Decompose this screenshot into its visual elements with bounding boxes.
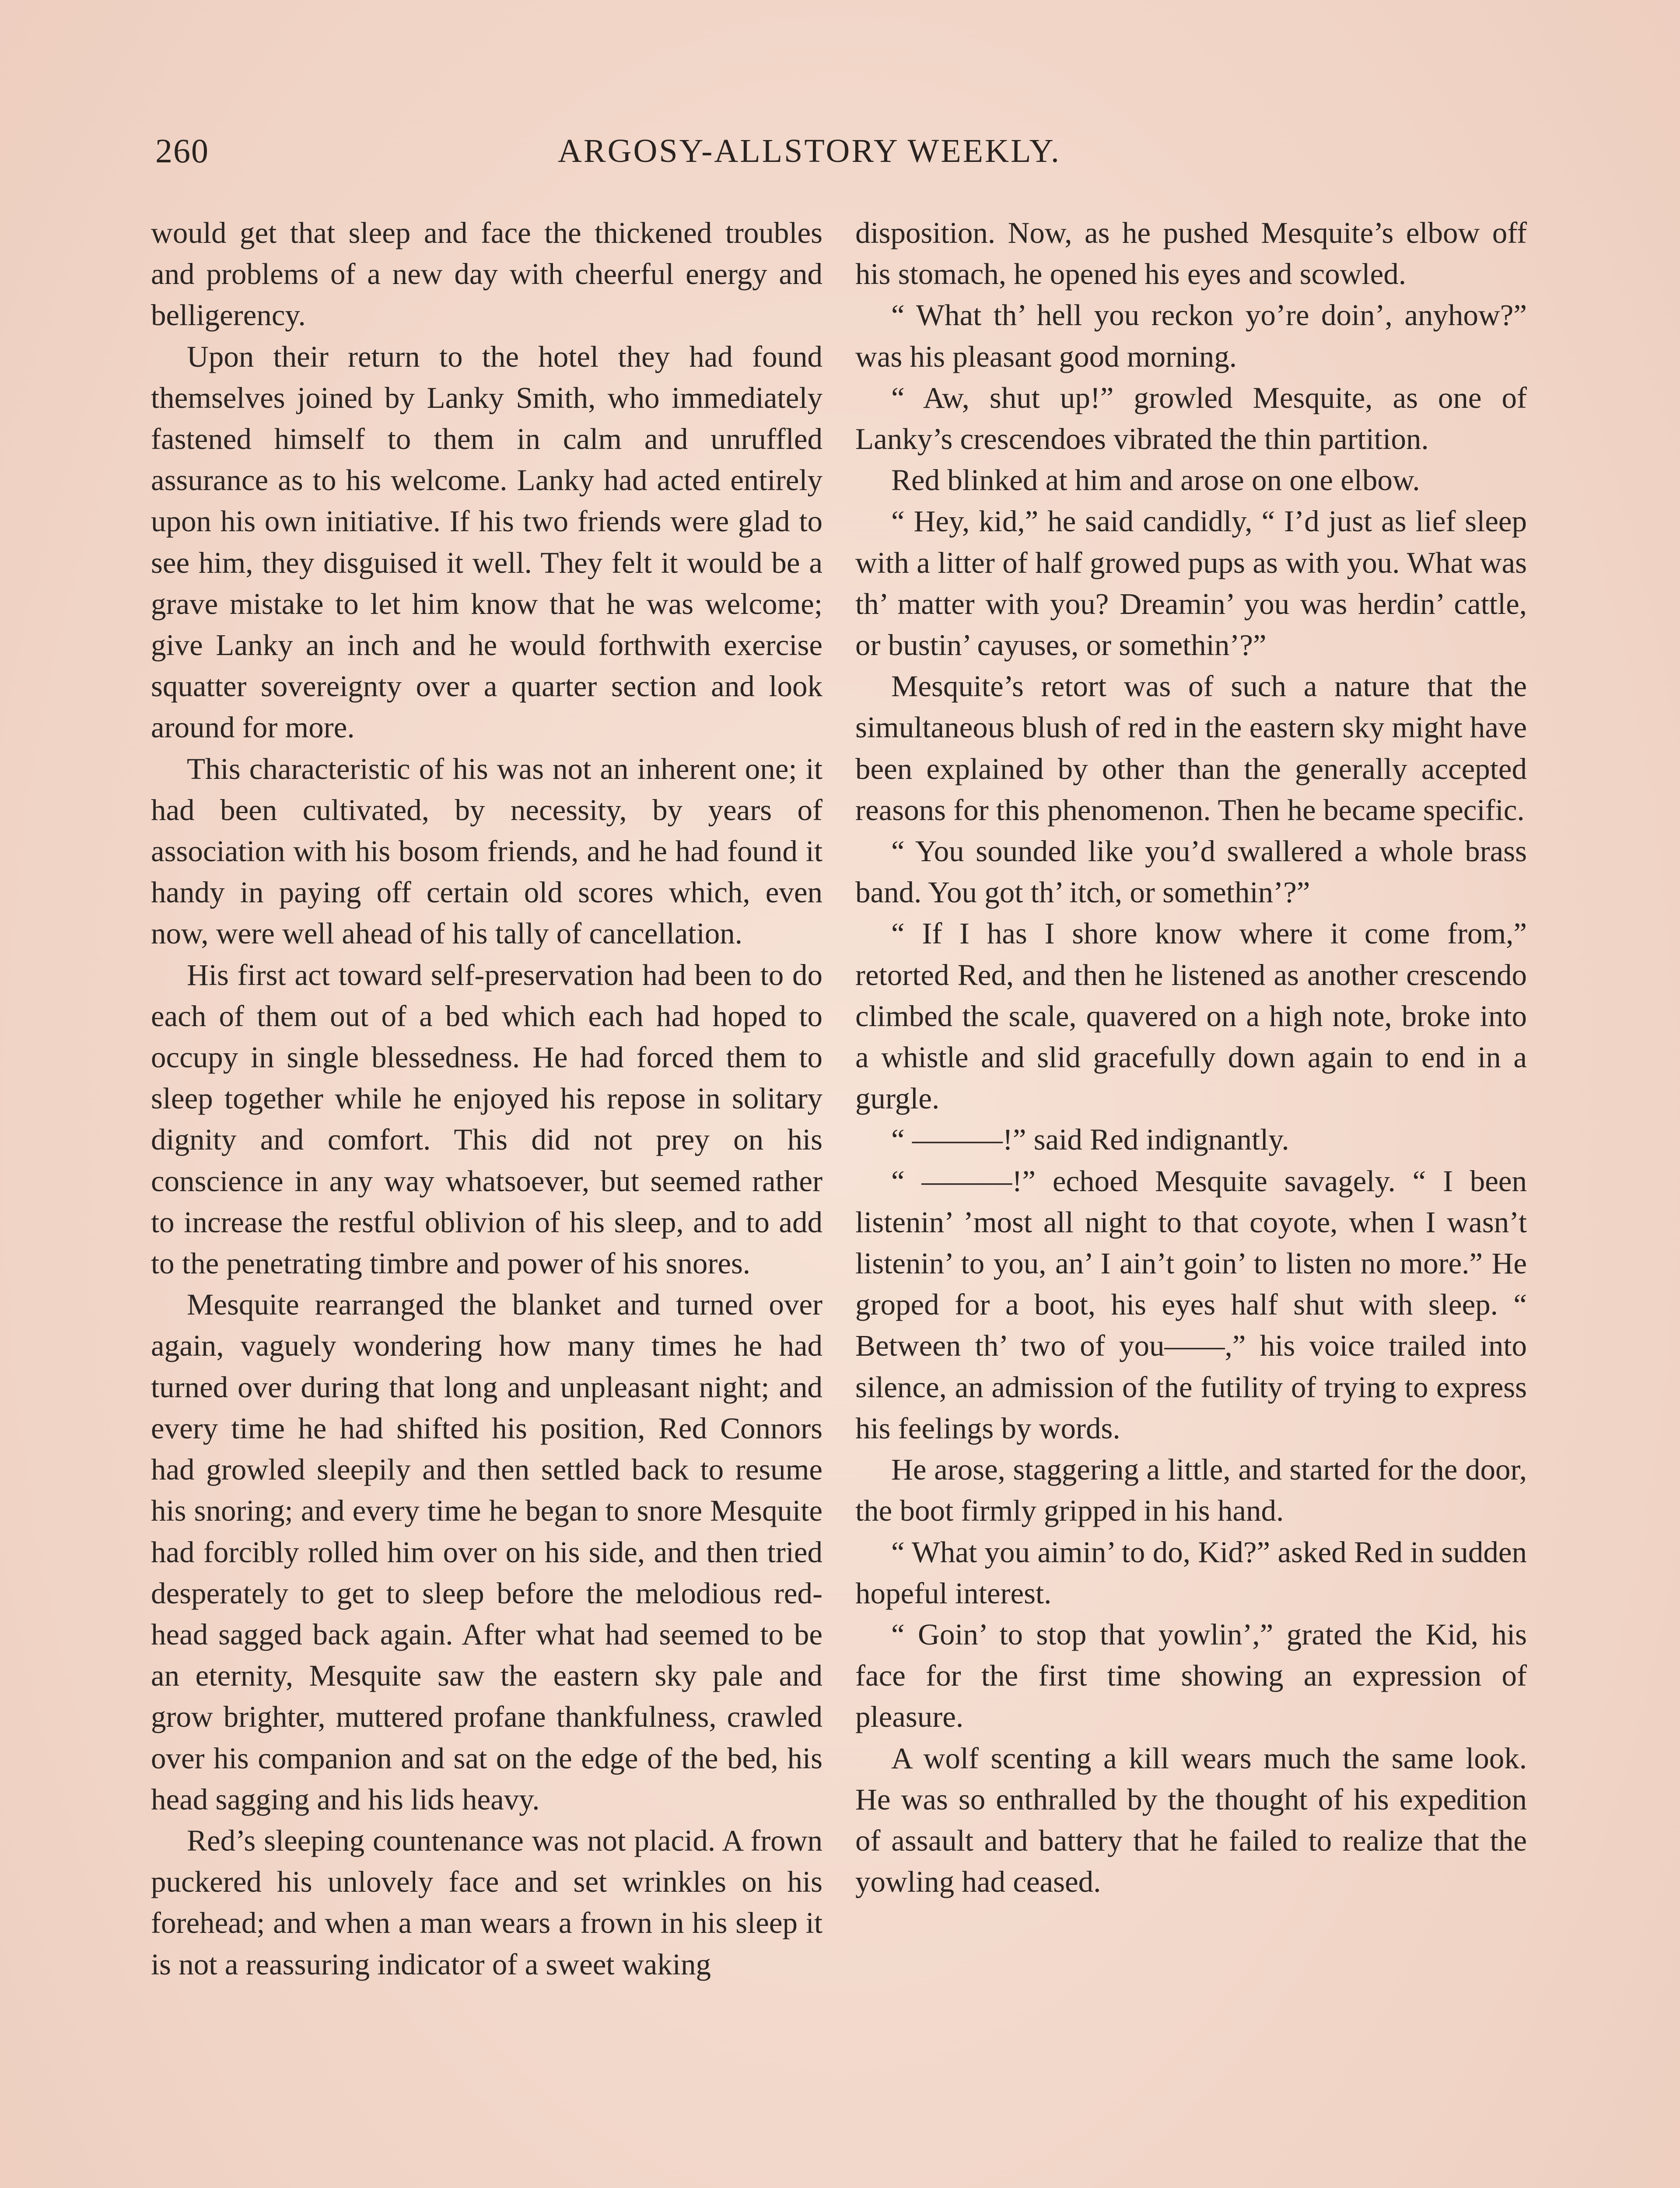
paragraph: “ If I has I shore know where it come from,” retorted Red, and then he listened as another crescendo climbed the scale, quavered on a high note, broke into a whistle and slid gracefully down again to end in a gurgle.: [855, 917, 1527, 1115]
paragraph: Upon their return to the hotel they had found themselves joined by Lanky Smith, who immediately fastened himself to them in calm and unruffled assurance as to his welcome. Lanky had acted entirely upon his own initiative. If his two friends were glad to see him, they disguised it well. They felt it would be a grave mistake to let him know that he was welcome; give Lanky an inch and he would forthwith exercise squatter sovereignty over a quarter section and look around for more.: [151, 340, 822, 744]
paragraph: “ Aw, shut up!” growled Mesquite, as one of Lanky’s crescendoes vibrated the thin partition.: [855, 381, 1527, 456]
paragraph: Mesquite’s retort was of such a nature that the simultaneous blush of red in the eastern sky might have been explained by other than the generally accepted reasons for this phenomenon. Then he became specific.: [855, 670, 1527, 827]
paragraph: “ You sounded like you’d swallered a whole brass band. You got th’ itch, or somethin’?”: [855, 835, 1527, 909]
paragraph: “ Hey, kid,” he said candidly, “ I’d just as lief sleep with a litter of half growed pups as with you. What was th’ matter with you? Dreamin’ you was herdin’ cattle, or bustin’ cayuses, or somethin’?”: [855, 505, 1527, 662]
paragraph: This characteristic of his was not an inherent one; it had been cultivated, by necessity, by years of association with his bosom friends, and he had found it handy in paying off certain old scores which, even now, were well ahead of his tally of cancellation.: [151, 752, 822, 950]
paragraph: A wolf scenting a kill wears much the same look. He was so enthralled by the thought of his expedition of assault and battery that he failed to realize that the yowling had ceased.: [855, 1741, 1527, 1899]
right-column: [855, 212, 1527, 1902]
paragraph: He arose, staggering a little, and started for the door, the boot firmly gripped in his hand.: [855, 1453, 1527, 1528]
paragraph: “ ———!” said Red indignantly.: [891, 1123, 1289, 1157]
running-title: ARGOSY-ALLSTORY WEEKLY.: [558, 133, 1061, 169]
paragraph: “ What th’ hell you reckon yo’re doin’, anyhow?” was his pleasant good morning.: [855, 298, 1527, 373]
left-column: [151, 212, 822, 1985]
paragraph: “ ———!” echoed Mesquite savagely. “ I been listenin’ ’most all night to that coyote, when I wasn’t listenin’ to you, an’ I ain’t goin’ to listen no more.” He groped for a boot, his eyes half shut with sleep. “ Between th’ two of you——,” his voice trailed into silence, an admission of the futility of trying to express his feelings by words.: [855, 1164, 1527, 1445]
page-number: 260: [155, 132, 209, 170]
paragraph: Mesquite rearranged the blanket and turned over again, vaguely wondering how many times he had turned over during that long and unpleasant night; and every time he had shifted his position, Red Connors had growled sleepily and then settled back to resume his snoring; and every time he began to snore Mesquite had forcibly rolled him over on his side, and then tried desperately to get to sleep before the melodious red-head sagged back again. After what had seemed to be an eternity, Mesquite saw the eastern sky pale and grow brighter, muttered profane thankfulness, crawled over his companion and sat on the edge of the bed, his head sagging and his lids heavy.: [151, 1288, 822, 1816]
paragraph: Red blinked at him and arose on one elbow.: [891, 463, 1420, 497]
paragraph: “ Goin’ to stop that yowlin’,” grated the Kid, his face for the first time showing an expression of pleasure.: [855, 1617, 1527, 1734]
paragraph: His first act toward self-preservation had been to do each of them out of a bed which each had hoped to occupy in single blessedness. He had forced them to sleep together while he enjoyed his repose in solitary dignity and comfort. This did not prey on his conscience in any way whatsoever, but seemed rather to increase the restful oblivion of his sleep, and to add to the penetrating timbre and power of his snores.: [151, 958, 822, 1280]
paragraph: would get that sleep and face the thickened troubles and problems of a new day with cheerful energy and belligerency.: [151, 216, 822, 332]
paragraph: “ What you aimin’ to do, Kid?” asked Red in sudden hopeful interest.: [855, 1535, 1527, 1610]
page-header: [155, 129, 1525, 182]
paragraph: disposition. Now, as he pushed Mesquite’s elbow off his stomach, he opened his eyes and scowled.: [855, 216, 1527, 291]
paragraph: Red’s sleeping countenance was not placid. A frown puckered his unlovely face and set wrinkles on his forehead; and when a man wears a frown in his sleep it is not a reassuring indicator of a sweet waking: [151, 1823, 822, 1981]
